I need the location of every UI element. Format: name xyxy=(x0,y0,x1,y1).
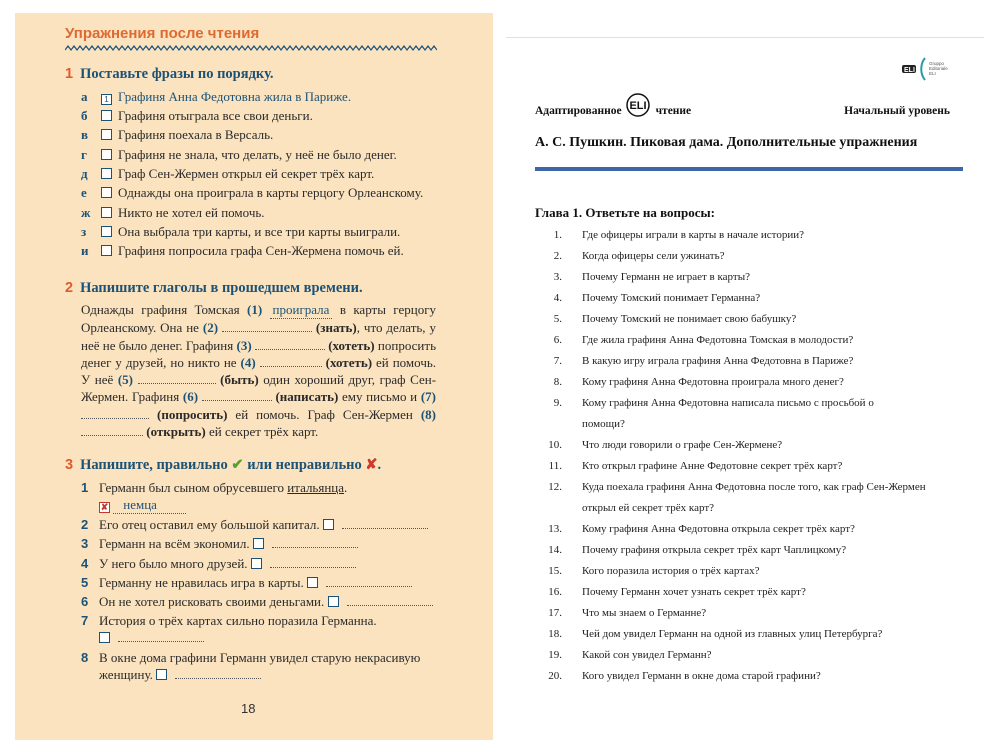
cloze-paragraph: Однажды графиня Томская (1) проиграла в карты герцогу Орлеанскому. Она не (2) (знать), что делать, у неё не было денег. Графиня (3) (хотеть) попросить денег у друзей, но никто не (4) (хотеть) ей помочь. У неё (5) (быть) один хороший друг, граф Сен-Жермен. Графиня (6) (написать) ему письмо и (7) (попросить) ей помочь. Граф Сен-Жермен (8) (открыть) ей секрет трёх карт. xyxy=(81,302,437,440)
question-item: 14. Почему графиня открыла секрет трёх карт Чаплицкому? xyxy=(548,544,847,556)
section-3-title: 3 Напишите, правильно ✔ или неправильно ✘. xyxy=(65,457,382,473)
svg-text:Editoriale: Editoriale xyxy=(929,66,948,71)
true-false-item: 3 Германн на всём экономил. xyxy=(81,535,441,552)
answer-checkbox[interactable] xyxy=(323,519,334,530)
svg-text:ELI: ELI xyxy=(929,71,936,76)
answer-field-7[interactable] xyxy=(81,407,149,419)
order-checkbox[interactable] xyxy=(101,245,112,256)
document-title: А. С. Пушкин. Пиковая дама. Дополнительные упражнения xyxy=(535,135,918,150)
question-item: 3. Почему Германн не играет в карты? xyxy=(553,271,750,283)
question-item: 9. Кому графиня Анна Федотовна написала письмо с просьбой о помощи? xyxy=(553,397,874,430)
question-item: 8. Кому графиня Анна Федотовна проиграла много денег? xyxy=(553,376,844,388)
correction-field[interactable] xyxy=(175,668,261,679)
order-item: г Графиня не знала, что делать, у неё не было денег. xyxy=(81,147,397,162)
level-label: Начальный уровень xyxy=(844,105,950,117)
answer-field-6[interactable] xyxy=(202,389,272,401)
svg-text:ELI: ELI xyxy=(904,67,915,74)
order-checkbox[interactable] xyxy=(101,149,112,160)
question-item: 7. В какую игру играла графиня Анна Федотовна в Париже? xyxy=(553,355,854,367)
true-false-item: 7 История о трёх картах сильно поразила Германна. xyxy=(81,612,441,646)
order-item: з Она выбрала три карты, и все три карты выиграли. xyxy=(81,224,401,239)
true-false-item: 1 Германн был сыном обрусевшего итальянца. ✘ немца xyxy=(81,480,348,512)
order-item: д Граф Сен-Жермен открыл ей секрет трёх карт. xyxy=(81,166,375,181)
correction-field[interactable] xyxy=(272,537,358,548)
section-2-title: 2 Напишите глаголы в прошедшем времени. xyxy=(65,280,363,296)
correction-field[interactable]: немца xyxy=(113,496,186,514)
answer-checkbox[interactable] xyxy=(156,669,167,680)
chapter-heading: Глава 1. Ответьте на вопросы: xyxy=(535,205,715,220)
zigzag-rule xyxy=(65,44,437,52)
answer-field-3[interactable] xyxy=(255,338,325,350)
left-page xyxy=(15,13,493,740)
order-checkbox[interactable] xyxy=(101,129,112,140)
order-checkbox[interactable]: 1 xyxy=(101,94,112,105)
correction-field[interactable] xyxy=(347,595,433,606)
page-header: Упражнения после чтения xyxy=(65,25,260,42)
answer-field-5[interactable] xyxy=(138,372,216,384)
order-item: а 1 Графиня Анна Федотовна жила в Париже. xyxy=(81,89,352,104)
correction-field[interactable] xyxy=(270,557,356,568)
answer-field-4[interactable] xyxy=(260,355,322,367)
question-item: 13. Кому графиня Анна Федотовна открыла секрет трёх карт? xyxy=(548,523,855,535)
order-checkbox[interactable] xyxy=(101,110,112,121)
true-false-item: 8 В окне дома графини Германн увидел старую некрасивую женщину. xyxy=(81,650,421,682)
question-item: 10. Что люди говорили о графе Сен-Жермене? xyxy=(548,439,783,451)
answer-checkbox[interactable] xyxy=(253,538,264,549)
answer-checkbox[interactable] xyxy=(328,596,339,607)
question-item: 18. Чей дом увидел Германн на одной из главных улиц Петербурга? xyxy=(548,628,883,640)
true-false-item: 2 Его отец оставил ему большой капитал. xyxy=(81,516,441,533)
true-false-item: 5 Германну не нравилась игра в карты. xyxy=(81,574,441,591)
answer-field-8[interactable] xyxy=(81,424,143,436)
true-false-item: 4 У него было много друзей. xyxy=(81,555,441,572)
check-icon: ✔ xyxy=(231,457,244,473)
order-item: е Однажды она проиграла в карты герцогу Орлеанскому. xyxy=(81,185,424,200)
true-false-item: 6 Он не хотел рисковать своими деньгами. xyxy=(81,593,441,610)
correction-field[interactable] xyxy=(326,576,412,587)
question-item: 4. Почему Томский понимает Германна? xyxy=(553,292,761,304)
wrong-checkbox[interactable]: ✘ xyxy=(100,502,109,512)
order-item: ж Никто не хотел ей помочь. xyxy=(81,205,265,220)
order-checkbox[interactable] xyxy=(101,207,112,218)
question-item: 5. Почему Томский не понимает свою бабушку? xyxy=(553,313,797,325)
answer-checkbox[interactable] xyxy=(307,577,318,588)
question-item: 19. Какой сон увидел Германн? xyxy=(548,649,712,661)
question-item: 11. Кто открыл графине Анне Федотовне секрет трёх карт? xyxy=(548,460,843,472)
answer-field-2[interactable] xyxy=(222,320,312,332)
svg-text:ELI: ELI xyxy=(629,100,647,112)
answer-checkbox[interactable] xyxy=(99,632,110,643)
order-item: в Графиня поехала в Версаль. xyxy=(81,127,274,142)
correction-field[interactable] xyxy=(118,631,204,642)
cross-icon: ✘ xyxy=(365,457,378,473)
order-checkbox[interactable] xyxy=(101,187,112,198)
answer-field-1[interactable]: проиграла xyxy=(270,301,333,319)
right-page xyxy=(506,37,984,741)
question-item: 6. Где жила графиня Анна Федотовна Томская в молодости? xyxy=(553,334,854,346)
answer-checkbox[interactable] xyxy=(251,558,262,569)
question-item: 16. Почему Германн хочет узнать секрет трёх карт? xyxy=(548,586,806,598)
series-label: Адаптированное чтение xyxy=(535,105,692,117)
order-checkbox[interactable] xyxy=(101,168,112,179)
question-item: 1. Где офицеры играли в карты в начале истории? xyxy=(553,229,804,241)
question-item: 2. Когда офицеры сели ужинать? xyxy=(553,250,725,262)
order-item: б Графиня отыграла все свои деньги. xyxy=(81,108,313,123)
publisher-logo xyxy=(900,56,960,82)
question-item: 17. Что мы знаем о Германне? xyxy=(548,607,707,619)
order-checkbox[interactable] xyxy=(101,226,112,237)
question-item: 15. Кого поразила история о трёх картах? xyxy=(548,565,760,577)
svg-text:Gruppo: Gruppo xyxy=(929,61,945,66)
correction-field[interactable] xyxy=(342,518,428,529)
question-item: 20. Кого увидел Германн в окне дома старой графини? xyxy=(548,670,821,682)
title-rule xyxy=(535,167,963,171)
order-item: и Графиня попросила графа Сен-Жермена помочь ей. xyxy=(81,243,404,258)
question-item: 12. Куда поехала графиня Анна Федотовна после того, как граф Сен-Жермен открыл ей секрет трёх карт? xyxy=(548,481,926,514)
page-number: 18 xyxy=(241,701,256,716)
section-1-title: 1 Поставьте фразы по порядку. xyxy=(65,66,274,82)
